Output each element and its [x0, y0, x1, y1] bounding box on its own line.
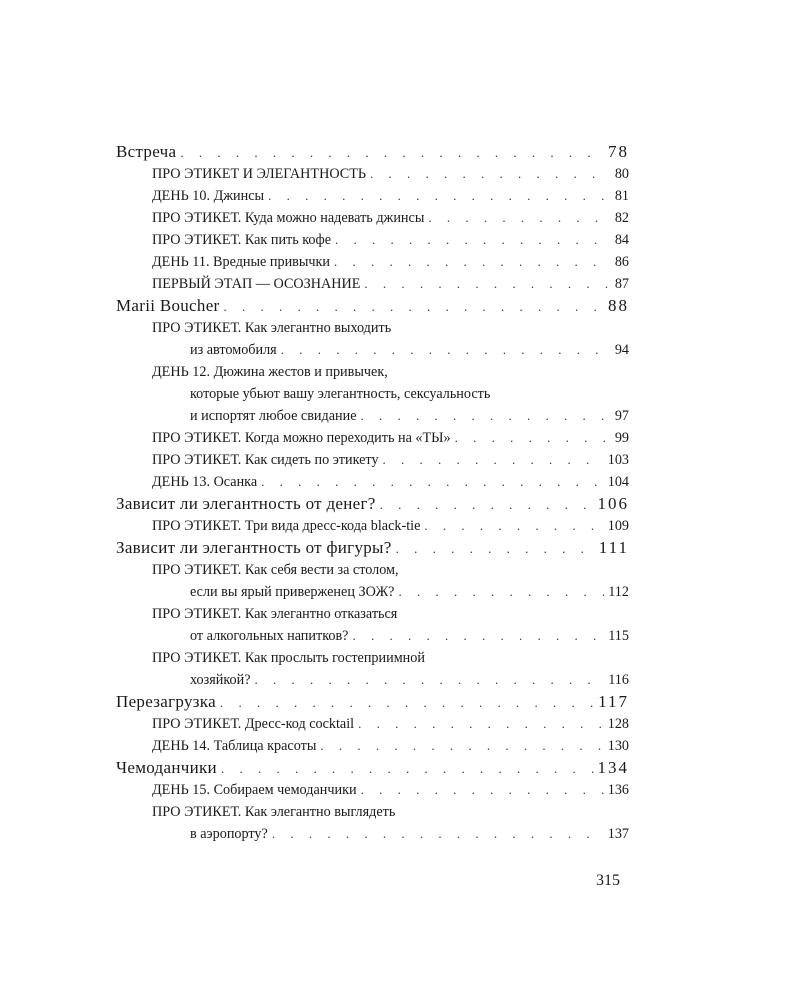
dot-leader: [281, 339, 611, 361]
dot-leader: [180, 142, 604, 164]
dot-leader: [398, 581, 604, 603]
dot-leader: [255, 669, 605, 691]
toc-entry-title: ПРО ЭТИКЕТ. Как сидеть по этикету: [152, 452, 379, 468]
toc-entry-line: [152, 669, 629, 691]
toc-entry-line: [152, 515, 629, 537]
toc-entry-line: [116, 691, 629, 713]
toc-page-number: 128: [607, 716, 629, 732]
table-of-contents: [116, 141, 629, 845]
toc-entry-line: [152, 383, 629, 405]
toc-entry-line: [152, 185, 629, 207]
toc-entry-line: [152, 625, 629, 647]
toc-section-entry: [116, 163, 629, 185]
toc-entry-title: ПРО ЭТИКЕТ. Как элегантно выглядеть: [152, 804, 396, 820]
toc-entry-title: ДЕНЬ 12. Дюжина жестов и привычек,: [152, 364, 388, 380]
toc-page-number: 104: [607, 474, 629, 490]
dot-leader: [455, 427, 611, 449]
toc-entry-line: [116, 295, 629, 317]
toc-entry-line: [116, 141, 629, 163]
toc-page-number: 97: [614, 408, 629, 424]
dot-leader: [220, 692, 594, 714]
toc-entry-title: Marii Boucher: [116, 296, 220, 315]
toc-entry-title: ПРО ЭТИКЕТ. Как элегантно отказаться: [152, 606, 398, 622]
toc-entry-line: [152, 251, 629, 273]
dot-leader: [383, 449, 604, 471]
toc-entry-line: [152, 823, 629, 845]
toc-entry-title: Зависит ли элегантность от фигуры?: [116, 538, 392, 557]
toc-entry-title: ПРО ЭТИКЕТ. Куда можно надевать джинсы: [152, 210, 425, 226]
toc-page-number: 80: [614, 166, 629, 182]
toc-page-number: 117: [598, 692, 629, 711]
toc-section-entry: [116, 471, 629, 493]
toc-entry-title: и испортят любое свидание: [190, 408, 357, 424]
toc-section-entry: [116, 713, 629, 735]
toc-chapter-entry: [116, 141, 629, 163]
toc-entry-line: [152, 449, 629, 471]
toc-page-number: 111: [598, 538, 629, 557]
toc-page-number: 103: [607, 452, 629, 468]
toc-entry-line: [152, 229, 629, 251]
toc-entry-line: [152, 317, 629, 339]
toc-section-entry: [116, 449, 629, 471]
toc-entry-title: ДЕНЬ 13. Осанка: [152, 474, 258, 490]
dot-leader: [396, 538, 595, 560]
toc-page-number: 81: [614, 188, 629, 204]
dot-leader: [261, 471, 604, 493]
toc-entry-line: [152, 471, 629, 493]
toc-entry-title: ПРО ЭТИКЕТ. Дресс-код cocktail: [152, 716, 355, 732]
toc-page-number: 87: [614, 276, 629, 292]
toc-page-number: 130: [607, 738, 629, 754]
toc-entry-line: [152, 405, 629, 427]
toc-section-entry: [116, 185, 629, 207]
dot-leader: [380, 494, 594, 516]
toc-page-number: 99: [614, 430, 629, 446]
toc-entry-title: которые убьют вашу элегантность, сексуальность: [190, 386, 491, 402]
toc-entry-line: [152, 581, 629, 603]
toc-section-entry: [116, 251, 629, 273]
toc-entry-line: [152, 603, 629, 625]
toc-page-number: 112: [608, 584, 629, 600]
toc-entry-line: [152, 339, 629, 361]
toc-entry-line: [152, 559, 629, 581]
toc-entry-title: Встреча: [116, 142, 177, 161]
toc-section-entry: [116, 603, 629, 647]
dot-leader: [424, 515, 603, 537]
toc-section-entry: [116, 273, 629, 295]
toc-page-number: 115: [608, 628, 629, 644]
dot-leader: [268, 185, 611, 207]
toc-chapter-entry: [116, 691, 629, 713]
toc-entry-title: ДЕНЬ 14. Таблица красоты: [152, 738, 317, 754]
toc-entry-line: [152, 361, 629, 383]
toc-page-number: 82: [614, 210, 629, 226]
toc-page-number: 84: [614, 232, 629, 248]
toc-entry-title: ПРО ЭТИКЕТ. Как себя вести за столом,: [152, 562, 399, 578]
toc-entry-title: хозяйкой?: [190, 672, 251, 688]
toc-entry-line: [152, 801, 629, 823]
toc-section-entry: [116, 647, 629, 691]
dot-leader: [224, 296, 604, 318]
dot-leader: [358, 713, 604, 735]
dot-leader: [334, 251, 611, 273]
toc-section-entry: [116, 361, 629, 427]
toc-page-number: 106: [597, 494, 629, 513]
toc-entry-line: [152, 713, 629, 735]
toc-entry-title: ПРО ЭТИКЕТ. Три вида дресс-кода black-tie: [152, 518, 421, 534]
dot-leader: [352, 625, 604, 647]
dot-leader: [320, 735, 603, 757]
toc-entry-title: если вы ярый приверженец ЗОЖ?: [190, 584, 395, 600]
toc-entry-line: [116, 493, 629, 515]
toc-entry-line: [152, 427, 629, 449]
toc-section-entry: [116, 559, 629, 603]
toc-entry-line: [152, 735, 629, 757]
toc-section-entry: [116, 801, 629, 845]
toc-entry-title: от алкогольных напитков?: [190, 628, 349, 644]
toc-entry-line: [152, 207, 629, 229]
toc-page-number: 116: [608, 672, 629, 688]
toc-chapter-entry: [116, 493, 629, 515]
toc-entry-title: Зависит ли элегантность от денег?: [116, 494, 376, 513]
toc-section-entry: [116, 779, 629, 801]
toc-section-entry: [116, 317, 629, 361]
toc-entry-title: в аэропорту?: [190, 826, 268, 842]
toc-section-entry: [116, 515, 629, 537]
toc-entry-title: ДЕНЬ 15. Собираем чемоданчики: [152, 782, 357, 798]
toc-entry-title: ПРО ЭТИКЕТ. Как элегантно выходить: [152, 320, 392, 336]
toc-entry-title: ПЕРВЫЙ ЭТАП — ОСОЗНАНИЕ: [152, 276, 361, 292]
toc-entry-title: Перезагрузка: [116, 692, 216, 711]
toc-entry-line: [116, 757, 629, 779]
toc-page-number: 137: [607, 826, 629, 842]
toc-page-number: 109: [607, 518, 629, 534]
toc-entry-line: [152, 647, 629, 669]
toc-section-entry: [116, 207, 629, 229]
toc-chapter-entry: [116, 537, 629, 559]
toc-page-number: 86: [614, 254, 629, 270]
toc-chapter-entry: [116, 295, 629, 317]
dot-leader: [428, 207, 610, 229]
toc-entry-title: из автомобиля: [190, 342, 277, 358]
toc-entry-title: ПРО ЭТИКЕТ. Когда можно переходить на «ТЫ»: [152, 430, 451, 446]
toc-page-number: 134: [597, 758, 629, 777]
toc-entry-line: [116, 537, 629, 559]
dot-leader: [272, 823, 604, 845]
toc-page-number: 78: [608, 142, 629, 161]
toc-chapter-entry: [116, 757, 629, 779]
toc-page-number: 88: [608, 296, 629, 315]
dot-leader: [335, 229, 611, 251]
dot-leader: [364, 273, 610, 295]
page-number: 315: [596, 872, 620, 889]
toc-page-number: 94: [614, 342, 629, 358]
toc-entry-title: Чемоданчики: [116, 758, 217, 777]
toc-entry-line: [152, 779, 629, 801]
toc-entry-title: ДЕНЬ 11. Вредные привычки: [152, 254, 331, 270]
toc-entry-line: [152, 163, 629, 185]
toc-page-number: 136: [607, 782, 629, 798]
toc-entry-line: [152, 273, 629, 295]
toc-section-entry: [116, 427, 629, 449]
toc-entry-title: ПРО ЭТИКЕТ. Как прослыть гостеприимной: [152, 650, 425, 666]
toc-entry-title: ПРО ЭТИКЕТ И ЭЛЕГАНТНОСТЬ: [152, 166, 367, 182]
dot-leader: [361, 779, 604, 801]
dot-leader: [221, 758, 594, 780]
dot-leader: [370, 163, 611, 185]
toc-section-entry: [116, 229, 629, 251]
toc-entry-title: ДЕНЬ 10. Джинсы: [152, 188, 265, 204]
toc-entry-title: ПРО ЭТИКЕТ. Как пить кофе: [152, 232, 332, 248]
dot-leader: [361, 405, 611, 427]
toc-section-entry: [116, 735, 629, 757]
